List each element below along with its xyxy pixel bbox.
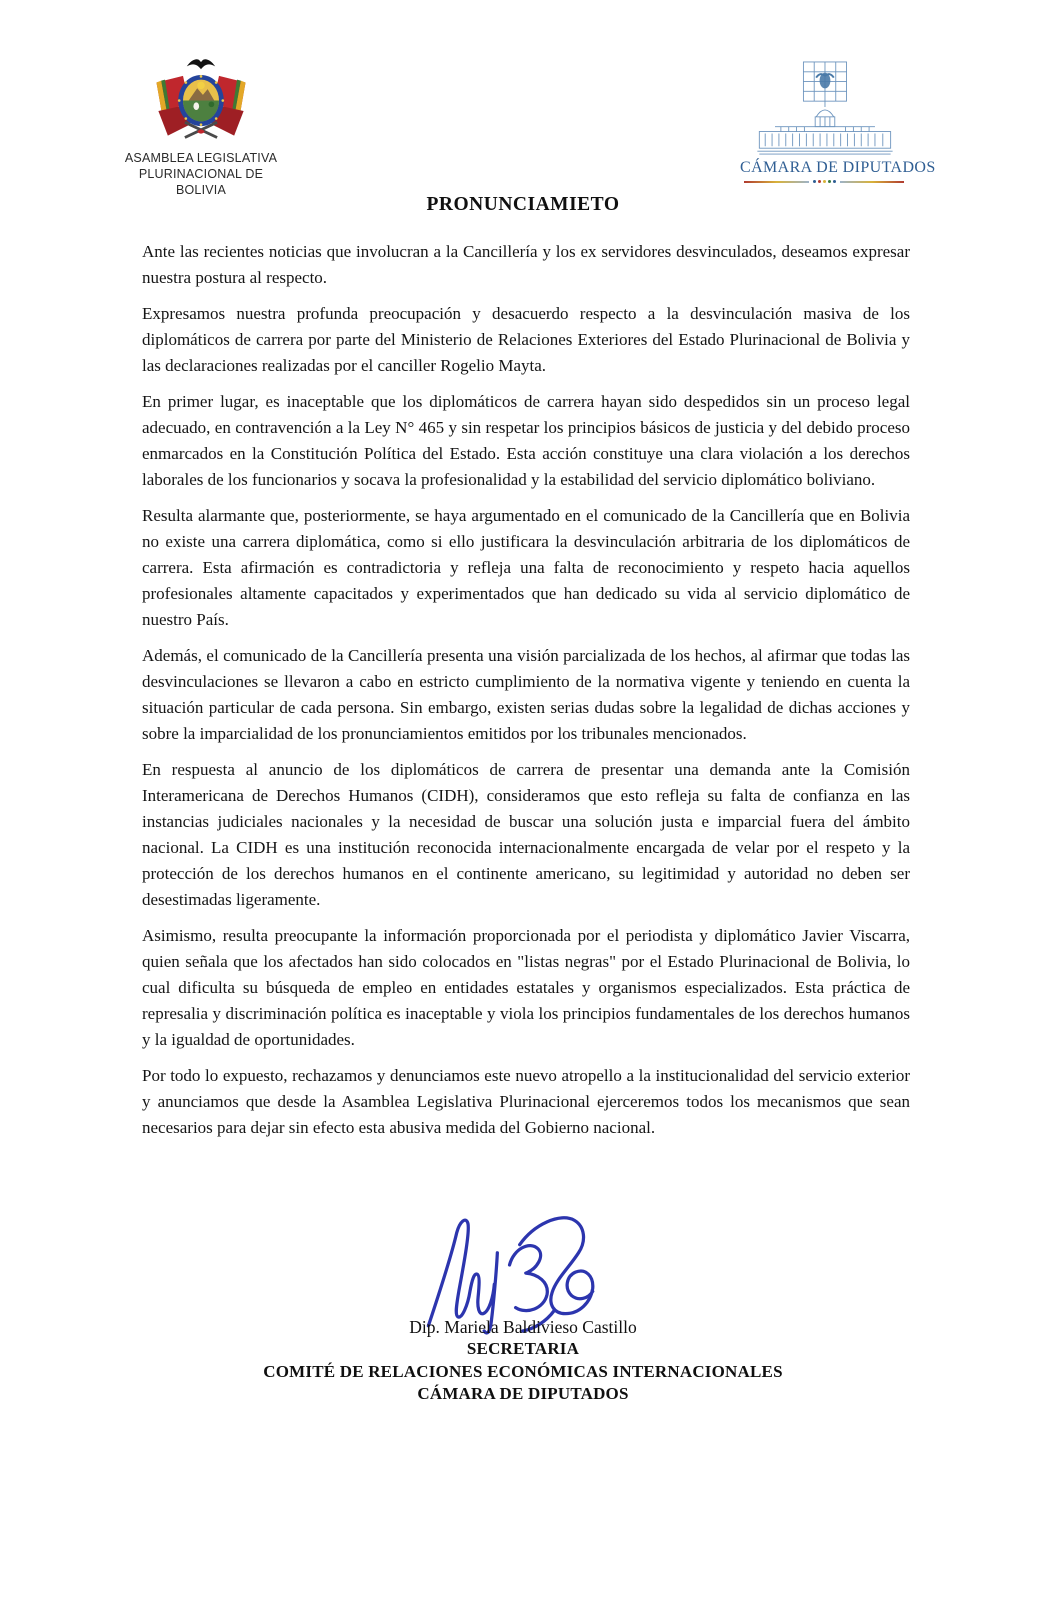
signatory-name: Dip. Mariela Baldivieso Castillo — [409, 1317, 637, 1337]
body-paragraph: Expresamos nuestra profunda preocupación y desacuerdo respecto a la desvinculación masiva de los diplomáticos de carrera por parte del Ministerio de Relaciones Exteriores del Estado Plurinacional de Bolivia y las declaraciones realizadas por el canciller Rogelio Mayta. — [142, 304, 910, 375]
body-paragraph: Ante las recientes noticias que involucran a la Cancillería y los ex servidores desvinculados, deseamos expresar nuestra postura al respecto. — [142, 242, 910, 287]
bolivia-coat-of-arms-icon — [148, 56, 254, 146]
right-logo-caption: CÁMARA DE DIPUTADOS — [740, 159, 936, 176]
document-body — [142, 239, 910, 1151]
signature-block — [0, 1317, 1046, 1406]
signatory-committee: COMITÉ DE RELACIONES ECONÓMICAS INTERNACIONALES — [263, 1361, 783, 1381]
body-paragraph: Asimismo, resulta preocupante la información proporcionada por el periodista y diplomático Javier Viscarra, quien señala que los afectados han sido colocados en "listas negras" por el Estado Plurinacional de Bolivia, lo cual dificulta su búsqueda de empleo en entidades estatales y organismos especializados. Esta práctica de represalia y discriminación política es inaceptable y viola los principios fundamentales de los derechos humanos y la igualdad de oportunidades. — [142, 926, 910, 1049]
body-paragraph: En primer lugar, es inaceptable que los diplomáticos de carrera hayan sido despedidos sin un proceso legal adecuado, en contravención a la Ley N° 465 y sin respetar los principios básicos de justicia y del debido proceso enmarcados en la Constitución Política del Estado. Esta acción constituye una clara violación a los derechos laborales de los funcionarios y socava la profesionalidad y la estabilidad del servicio diplomático boliviano. — [142, 392, 910, 489]
logo-rule-icons — [813, 180, 836, 183]
body-paragraph: Por todo lo expuesto, rechazamos y denunciamos este nuevo atropello a la institucionalidad del servicio exterior y anunciamos que desde la Asamblea Legislativa Plurinacional ejerceremos todos los mecanismos que sean necesarios para dejar sin efecto esta abusiva medida del Gobierno nacional. — [142, 1066, 910, 1137]
camara-diputados-logo — [740, 60, 936, 183]
legislative-palace-icon — [746, 60, 902, 158]
document-title: PRONUNCIAMIETO — [426, 194, 620, 215]
left-logo-caption-line1: ASAMBLEA LEGISLATIVA — [124, 151, 278, 165]
body-paragraph: Además, el comunicado de la Cancillería presenta una visión parcializada de los hechos, al afirmar que todas las desvinculaciones se llevaron a cabo en estricto cumplimiento de la normativa vigente y teniendo en cuenta la situación particular de cada persona. Sin embargo, existen serias dudas sobre la legalidad de dichas acciones y sobre la imparcialidad de los pronunciamientos emitidos por los tribunales mencionados. — [142, 646, 910, 743]
left-logo-caption-line2: PLURINACIONAL DE BOLIVIA — [138, 167, 264, 197]
body-paragraph: Resulta alarmante que, posteriormente, se haya argumentado en el comunicado de la Cancillería que en Bolivia no existe una carrera diplomática, como si ello justificara la desvinculación arbitraria de los diplomáticos de carrera. Esta afirmación es contradictoria y refleja una falta de reconocimiento y respeto hacia aquellos profesionales altamente capacitados y experimentados que han dedicado su vida al servicio diplomático de nuestro País. — [142, 506, 910, 629]
handwritten-signature — [405, 1196, 610, 1336]
signatory-chamber: CÁMARA DE DIPUTADOS — [417, 1384, 629, 1403]
logo-decorative-rule — [740, 180, 908, 183]
asamblea-legislativa-logo — [116, 56, 286, 198]
signatory-role: SECRETARIA — [466, 1339, 580, 1358]
body-paragraph: En respuesta al anuncio de los diplomáticos de carrera de presentar una demanda ante la Comisión Interamericana de Derechos Humanos (CIDH), consideramos que esto refleja su falta de confianza en las instancias judiciales nacionales y la necesidad de buscar una solución justa e imparcial fuera del ámbito nacional. La CIDH es una institución reconocida internacionalmente encargada de velar por el respeto y la protección de los derechos humanos en el continente americano, su legitimidad y autoridad no deben ser desestimadas ligeramente. — [142, 760, 910, 909]
